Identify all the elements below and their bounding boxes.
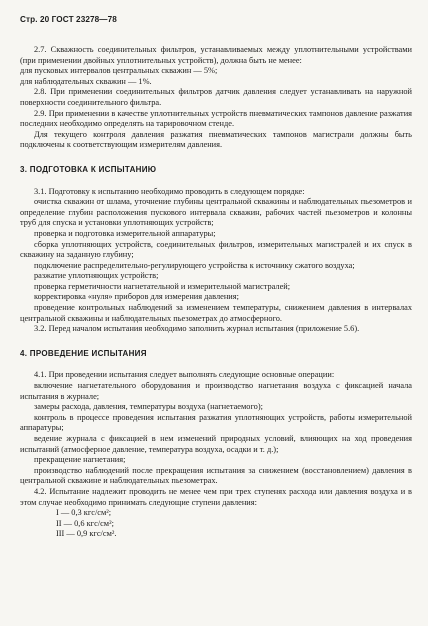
pressure-step: III — 0,9 кгс/см². bbox=[56, 529, 117, 539]
list-item: для пусковых интервалов центральных скважин — 5%; bbox=[20, 66, 218, 76]
list-item: включение нагнетательного оборудования и производство нагнетания воздуха с фиксацией начала испытания в журнале; bbox=[20, 381, 412, 401]
list-item: для наблюдательных скважин — 1%. bbox=[20, 76, 152, 86]
list-item: контроль в процессе проведения испытания разжатия уплотняющих устройств, работы измерительной аппаратуры; bbox=[20, 412, 412, 433]
list-item: прекращение нагнетания; bbox=[34, 455, 126, 465]
paragraph-4-1: 4.1. При проведении испытания следует выполнять следующие основные операции: bbox=[34, 370, 335, 380]
pressure-step: II — 0,6 кгс/см²; bbox=[56, 518, 114, 528]
list-item: ведение журнала с фиксацией в нем изменений природных условий, влияющих на ход проведения испытаний (атмосферное давление, температура воздуха, осадки и т. д.); bbox=[20, 434, 412, 454]
paragraph-2-7: 2.7. Скважность соединительных фильтров, устанавливаемых между уплотнительными устройствами (при применении двойных уплотнительных устройств), должна быть не менее: bbox=[20, 45, 412, 65]
paragraph-4-2: 4.2. Испытание надлежит проводить не менее чем при трех ступенях расхода или давления воздуха и в этом случае необходимо принимать следующие ступени давления: bbox=[20, 486, 412, 507]
list-item: производство наблюдений после прекращения испытания за снижением (восстановлением) давления в центральной скважине и наблюдательных пьезометрах. bbox=[20, 465, 412, 486]
paragraph-2-9: 2.9. При применении в качестве уплотнительных устройств пневматических тампонов давление разжатия последних необходимо определять на тарировочном стенде. bbox=[20, 108, 412, 129]
paragraph-3-2: 3.2. Перед началом испытания необходимо заполнить журнал испытания (приложение 5.6). bbox=[34, 324, 360, 334]
pressure-step: I — 0,3 кгс/см²; bbox=[56, 508, 112, 518]
list-item: проверка и подготовка измерительной аппаратуры; bbox=[34, 228, 216, 238]
list-item: сборка уплотняющих устройств, соединительных фильтров, измерительных магистралей и их спуск в скважину на заданную глубину; bbox=[20, 239, 412, 260]
page-header: Стр. 20 ГОСТ 23278—78 bbox=[20, 15, 117, 24]
list-item: проверка герметичности нагнетательной и измерительной магистралей; bbox=[34, 281, 291, 291]
paragraph: Для текущего контроля давления разжатия пневматических тампонов магистрали должны быть подключены к соответствующим измерителям давления. bbox=[20, 129, 412, 150]
list-item: замеры расхода, давления, температуры воздуха (нагнетаемого); bbox=[34, 402, 263, 412]
list-item: разжатие уплотняющих устройств; bbox=[34, 271, 159, 281]
list-item: очистка скважин от шлама, уточнение глубины центральной скважины и наблюдательных пьезометров и определение глубин расположения пускового интервала скважин, рабочих частей пьезометров и колонны труб для спуска и установки уплотняющих устройств; bbox=[20, 197, 412, 228]
document-body bbox=[20, 45, 412, 540]
list-item: проведение контрольных наблюдений за изменением температуры, снижением давления в интервалах центральной скважины и наблюдательных пьезометрах до атмосферного. bbox=[20, 303, 412, 323]
section-title-3: 3. ПОДГОТОВКА К ИСПЫТАНИЮ bbox=[20, 164, 157, 174]
section-title-4: 4. ПРОВЕДЕНИЕ ИСПЫТАНИЯ bbox=[20, 348, 147, 358]
paragraph-2-8: 2.8. При применении соединительных фильтров датчик давления следует устанавливать на наружной поверхности соединительного фильтра. bbox=[20, 87, 412, 107]
list-item: корректировка «нуля» приборов для измерения давления; bbox=[34, 292, 239, 302]
paragraph-3-1: 3.1. Подготовку к испытанию необходимо проводить в следующем порядке: bbox=[34, 186, 305, 196]
list-item: подключение распределительно-регулирующего устройства к источнику сжатого воздуха; bbox=[34, 260, 355, 270]
